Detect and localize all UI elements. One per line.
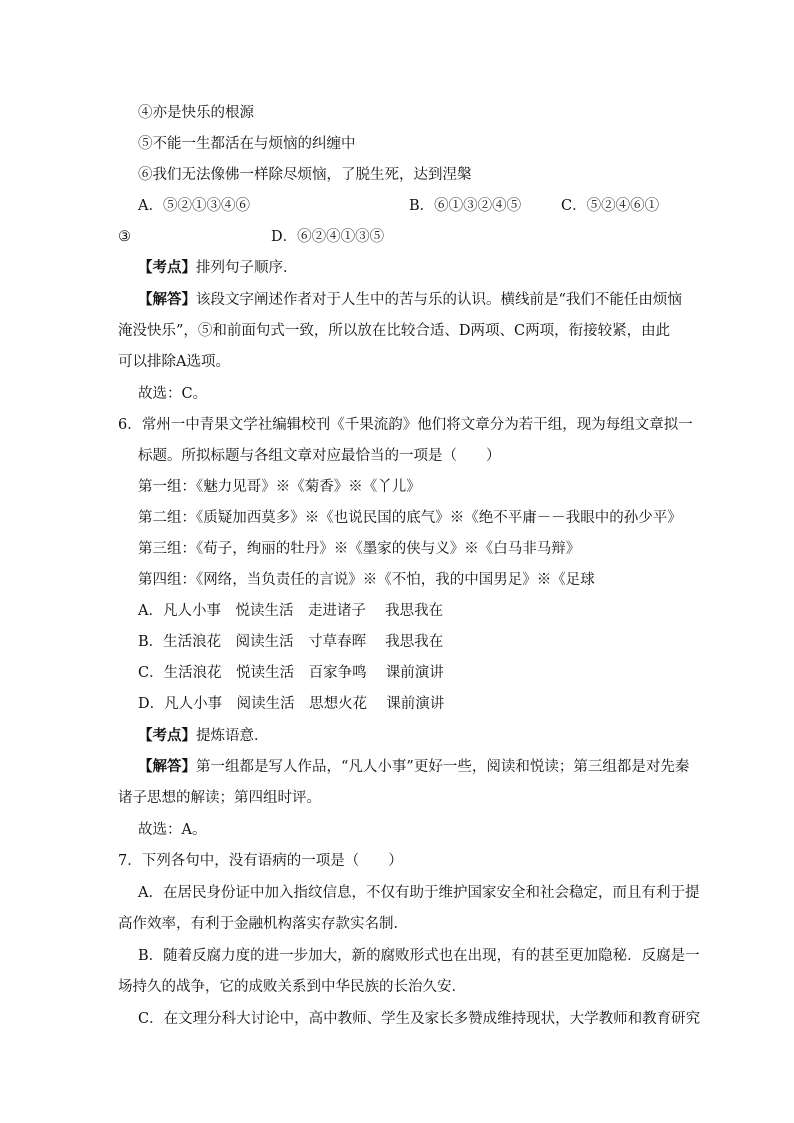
q7-option-b-1: B．随着反腐力度的进一步加大，新的腐败形式也在出现，有的甚至更加隐秘．反腐是一 xyxy=(138,948,700,964)
jieda-line-1 xyxy=(138,290,682,310)
q6-option-c: C．生活浪花 悦读生活 百家争鸣 课前演讲 xyxy=(138,665,444,681)
q6-answer-line: 故选：A。 xyxy=(138,822,207,838)
q6-kaodian-line xyxy=(138,726,269,746)
option-c-cont: ③ xyxy=(118,229,131,245)
jieda-line-3: 可以排除A选项。 xyxy=(118,354,230,370)
q7-stem: 7．下列各句中，没有语病的一项是（ ） xyxy=(118,853,403,869)
option-c: C．⑤②④⑥① xyxy=(561,198,660,214)
q6-jieda-text-1: 第一组都是写人作品，“凡人小事”更好一些，阅读和悦读；第三组都是对先秦 xyxy=(196,759,690,775)
q6-jieda-line-2: 诸子思想的解读；第四组时评。 xyxy=(118,790,321,806)
q6-group-2: 第二组：《质疑加西莫多》※《也说民国的底气》※《绝不平庸－－我眼中的孙少平》 xyxy=(138,510,682,526)
kaodian-line xyxy=(138,258,298,278)
q6-option-b: B．生活浪花 阅读生活 寸草春晖 我思我在 xyxy=(138,634,444,650)
q6-option-a: A．凡人小事 悦读生活 走进诸子 我思我在 xyxy=(138,603,444,619)
q7-option-b-2: 场持久的战争，它的成败关系到中华民族的长治久安． xyxy=(118,979,466,995)
q6-jieda-line-1 xyxy=(138,757,689,777)
q6-group-3: 第三组：《荀子，绚丽的牡丹》※《墨家的侠与义》※《白马非马辩》 xyxy=(138,541,581,557)
q6-group-1: 第一组：《魅力见哥》※《菊香》※《丫儿》 xyxy=(138,479,421,495)
q6-group-4: 第四组：《网络，当负责任的言说》※《不怕，我的中国男足》※《足球 xyxy=(138,572,595,588)
q6-stem-1: 6．常州一中青果文学社编辑校刊《千果流韵》他们将文章分为若干组，现为每组文章拟一 xyxy=(118,417,693,433)
q6-stem-2: 标题。所拟标题与各组文章对应最恰当的一项是（ ） xyxy=(138,448,501,464)
option-a: A．⑤②①③④⑥ xyxy=(138,198,250,214)
sentence-5: ⑤不能一生都活在与烦恼的纠缠中 xyxy=(138,136,356,152)
jieda-text-1: 该段文字阐述作者对于人生中的苦与乐的认识。横线前是“我们不能任由烦恼 xyxy=(196,292,682,308)
sentence-4: ④亦是快乐的根源 xyxy=(138,105,254,121)
q7-option-a-1: A．在居民身份证中加入指纹信息，不仅有助于维护国家安全和社会稳定，而且有利于提 xyxy=(138,885,700,901)
q6-kaodian-tag: 【考点】 xyxy=(138,727,196,744)
q7-option-a-2: 高作效率，有利于金融机构落实存款实名制． xyxy=(118,916,408,932)
answer-line: 故选：C。 xyxy=(138,386,208,402)
jieda-tag: 【解答】 xyxy=(138,291,196,308)
q6-kaodian-text: 提炼语意． xyxy=(196,728,269,744)
q7-option-c-1: C．在文理分科大讨论中，高中教师、学生及家长多赞成维持现状，大学教师和教育研究 xyxy=(138,1011,701,1027)
q6-jieda-tag: 【解答】 xyxy=(138,758,196,775)
jieda-line-2: 淹没快乐”，⑤和前面句式一致，所以放在比较合适、D两项、C两项，衔接较紧，由此 xyxy=(118,323,671,339)
kaodian-text: 排列句子顺序． xyxy=(196,260,298,276)
option-b: B．⑥①③②④⑤ xyxy=(409,198,522,214)
sentence-6: ⑥我们无法像佛一样除尽烦恼，了脱生死，达到涅槃 xyxy=(138,167,472,183)
option-d: D．⑥②④①③⑤ xyxy=(271,229,385,245)
q6-option-d: D．凡人小事 阅读生活 思想火花 课前演讲 xyxy=(138,696,445,712)
kaodian-tag: 【考点】 xyxy=(138,259,196,276)
